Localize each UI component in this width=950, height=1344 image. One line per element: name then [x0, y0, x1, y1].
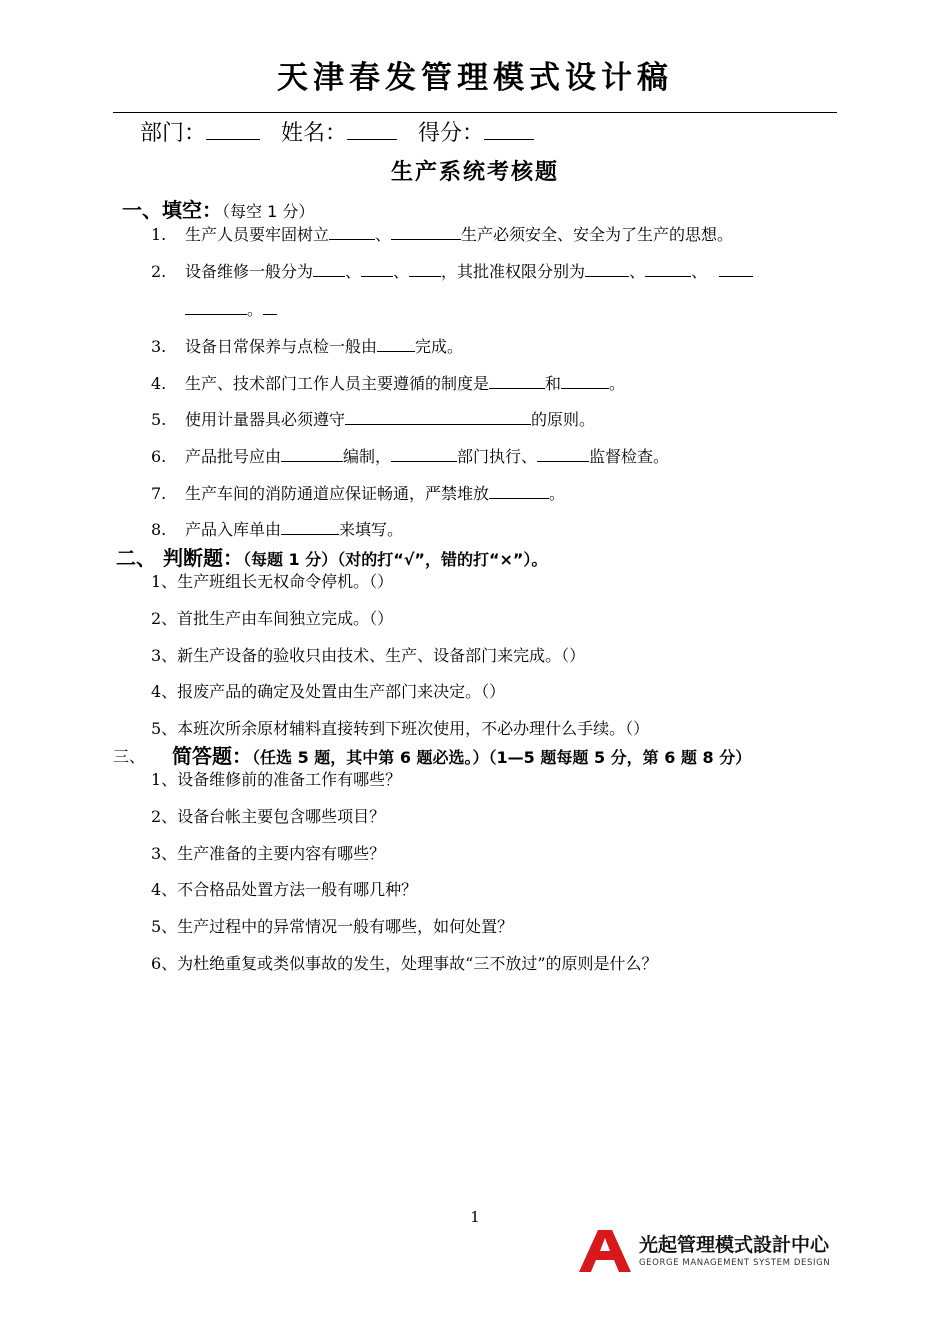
item-text: 。 [609, 374, 626, 393]
item-number: 3. [151, 337, 167, 356]
fill-item-2 [151, 259, 753, 282]
section3-number: 三、 [113, 747, 146, 766]
item-text: 生产车间的消防通道应保证畅通，严禁堆放 [185, 484, 490, 503]
item-number: 1. [151, 225, 167, 244]
item-text: 使用计量器具必须遵守 [185, 410, 346, 429]
item-number: 4. [151, 374, 167, 393]
section1-note: （每空 1 分） [222, 202, 315, 221]
item-number: 7. [151, 484, 167, 503]
fill-item-2-continued [185, 297, 277, 320]
answer-blank [345, 408, 531, 425]
section3-title: 简答题： [172, 744, 252, 768]
item-number: 6. [151, 447, 167, 466]
question-2: 2、设备台帐主要包含哪些项目？ [151, 807, 386, 826]
item-text: 监督检查。 [589, 447, 670, 466]
item-text: 、 [375, 225, 392, 244]
score-blank [484, 119, 534, 140]
item-text: 、 [691, 262, 708, 281]
answer-blank [561, 372, 609, 389]
answer-blank [329, 223, 375, 240]
item-text: 。 [549, 484, 566, 503]
item-text: 产品入库单由 [185, 520, 282, 539]
item-text: 和 [545, 374, 562, 393]
judge-item-5: 5、本班次所余原材辅料直接转到下班次使用，不必办理什么手续。（） [151, 719, 650, 738]
item-text: 产品批号应由 [185, 447, 282, 466]
document-title: 天津春发管理模式设计稿 [277, 60, 673, 96]
answer-blank [537, 445, 589, 462]
judge-item-2: 2、首批生产由车间独立完成。（） [151, 609, 394, 628]
header-rule [113, 112, 837, 113]
header-fields [140, 116, 534, 147]
answer-blank [585, 260, 629, 277]
dept-label: 部门： [140, 121, 207, 146]
item-text: ，其批准权限分别为 [441, 262, 586, 281]
answer-blank [361, 260, 393, 277]
logo-chinese-text: 光起管理模式設計中心 [639, 1234, 830, 1256]
fill-item-7 [151, 481, 565, 504]
name-label: 姓名： [281, 121, 348, 146]
company-logo [577, 1228, 839, 1274]
item-text: 、 [345, 262, 362, 281]
fill-item-1 [151, 222, 733, 245]
item-text: 完成。 [415, 337, 464, 356]
exam-subtitle: 生产系统考核题 [390, 160, 559, 185]
item-text: 设备日常保养与点检一般由 [185, 337, 378, 356]
section2-heading [116, 542, 547, 571]
item-number: 8. [151, 520, 167, 539]
item-text: 部门执行、 [457, 447, 538, 466]
name-blank [347, 119, 397, 140]
item-text: 生产、技术部门工作人员主要遵循的制度是 [185, 374, 490, 393]
item-text: 设备维修一般分为 [185, 262, 314, 281]
logo-english-text: GEORGE MANAGEMENT SYSTEM DESIGN [639, 1258, 831, 1268]
answer-blank [719, 260, 753, 277]
page-number: 1 [470, 1208, 480, 1226]
fill-item-3 [151, 334, 463, 357]
answer-blank [377, 335, 415, 352]
section3-note: （任选 5 题，其中第 6 题必选。）（1—5 题每题 5 分，第 6 题 8 分） [252, 748, 752, 767]
question-1: 1、设备维修前的准备工作有哪些？ [151, 770, 402, 789]
item-number: 2. [151, 262, 167, 281]
answer-blank [391, 223, 461, 240]
question-3: 3、生产准备的主要内容有哪些？ [151, 844, 386, 863]
judge-item-4: 4、报废产品的确定及处置由生产部门来决定。（） [151, 682, 506, 701]
question-6: 6、为杜绝重复或类似事故的发生，处理事故“三不放过”的原则是什么？ [151, 954, 658, 973]
section3-heading [172, 740, 751, 769]
item-text: 生产人员要牢固树立 [185, 225, 330, 244]
answer-blank [409, 260, 441, 277]
answer-blank [489, 482, 549, 499]
fill-item-8 [151, 517, 403, 540]
fill-item-4 [151, 371, 625, 394]
item-text: 编制， [343, 447, 392, 466]
item-text: 生产必须安全、安全为了生产的思想。 [461, 225, 734, 244]
section2-note: （每题 1 分）（对的打“√”，错的打“×”）。 [242, 550, 548, 569]
item-text: 来填写。 [339, 520, 404, 539]
item-number: 5. [151, 410, 167, 429]
answer-blank [313, 260, 345, 277]
answer-blank [645, 260, 691, 277]
judge-item-3: 3、新生产设备的验收只由技术、生产、设备部门来完成。（） [151, 646, 586, 665]
item-text: 、 [629, 262, 646, 281]
score-label: 得分： [418, 121, 485, 146]
answer-blank [185, 298, 247, 315]
section2-title: 二、 判断题： [116, 546, 243, 570]
logo-a-mark-icon [577, 1228, 633, 1274]
answer-blank [489, 372, 545, 389]
fill-item-6 [151, 444, 669, 467]
item-text: 。 [247, 300, 264, 319]
fill-item-5 [151, 407, 595, 430]
judge-item-1: 1、生产班组长无权命令停机。（） [151, 572, 394, 591]
answer-blank [281, 445, 343, 462]
section1-title: 一、填空： [122, 198, 222, 222]
section1-heading [122, 194, 314, 223]
answer-blank [281, 518, 339, 535]
answer-blank [263, 298, 277, 315]
dept-blank [206, 119, 260, 140]
answer-blank [391, 445, 457, 462]
item-text: 的原则。 [531, 410, 596, 429]
question-5: 5、生产过程中的异常情况一般有哪些，如何处置？ [151, 917, 514, 936]
question-4: 4、不合格品处置方法一般有哪几种？ [151, 880, 418, 899]
item-text: 、 [393, 262, 410, 281]
